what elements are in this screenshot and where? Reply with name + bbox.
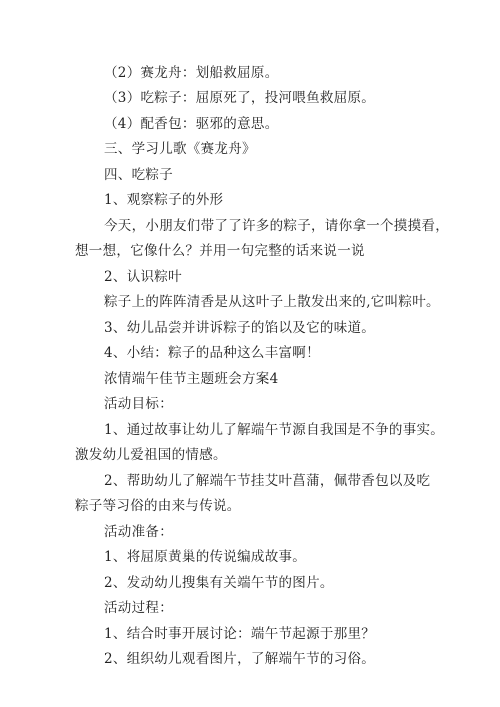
text-line: 2、帮助幼儿了解端午节挂艾叶菖蒲，佩带香包以及吃 — [104, 473, 431, 489]
text-line: 激发幼儿爱祖国的情感。 — [75, 447, 227, 463]
text-line: 3、幼儿品尝并讲诉粽子的馅以及它的味道。 — [104, 320, 376, 336]
text-line: （2）赛龙舟：划船救屈原。 — [104, 65, 279, 81]
text-line: 2、认识粽叶 — [104, 269, 182, 285]
text-line: 1、观察粽子的外形 — [104, 192, 224, 208]
text-line: 三、学习儿歌《赛龙舟》 — [104, 141, 256, 157]
text-line: 活动目标： — [104, 396, 173, 412]
text-line: （3）吃粽子：屈原死了，投河喂鱼救屈原。 — [104, 90, 376, 106]
text-line: 1、通过故事让幼儿了解端午节源自我国是不争的事实。 — [104, 422, 445, 438]
text-line: 活动过程： — [104, 600, 173, 616]
text-line: 2、组织幼儿观看图片，了解端午节的习俗。 — [104, 651, 376, 667]
text-line: 粽子上的阵阵清香是从这叶子上散发出来的,它叫粽叶。 — [104, 294, 440, 310]
text-line: 活动准备： — [104, 524, 173, 540]
text-line: 粽子等习俗的由来与传说。 — [75, 498, 241, 514]
text-line: 2、发动幼儿搜集有关端午节的图片。 — [104, 575, 334, 591]
text-line: 4、小结：粽子的品种这么丰富啊！ — [104, 345, 320, 361]
text-line: 今天，小朋友们带了了许多的粽子，请你拿一个摸摸看， — [104, 218, 449, 234]
text-line: 1、结合时事开展讨论：端午节起源于那里？ — [104, 626, 376, 642]
section-title: 浓情端午佳节主题班会方案4 — [104, 371, 279, 387]
text-line: 四、吃粽子 — [104, 167, 173, 183]
text-line: 1、将屈原黄巢的传说编成故事。 — [104, 549, 307, 565]
text-line: （4）配香包：驱邪的意思。 — [104, 116, 279, 132]
text-line: 想一想，它像什么？并用一句完整的话来说一说 — [75, 243, 365, 259]
